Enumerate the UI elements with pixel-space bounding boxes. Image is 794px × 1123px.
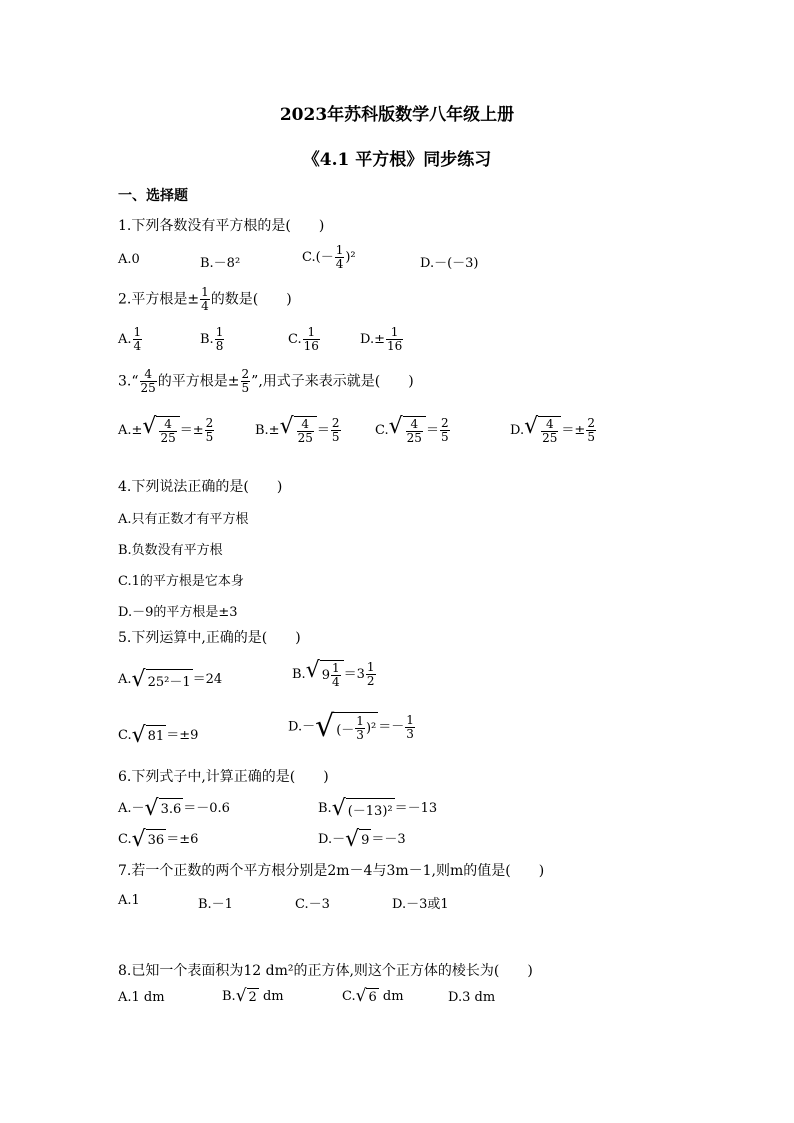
q8-option-a: A.1 dm [118,990,165,1005]
q1-option-c: C.(－ $\frac{1}{4}$ )² [302,243,356,271]
q5-option-d: D.－ √ (－ $\frac{1}{3}$ )² ＝－ $\frac{1}{3}$ [288,709,414,744]
q4-option-d: D.－9的平方根是±3 [118,605,238,620]
question-8-stem: 8.已知一个表面积为12 dm²的正方体,则这个正方体的棱长为( ) [118,963,533,979]
q5-option-a: A. √ 25²－1 ＝24 [118,666,223,692]
q8-option-c: C. √ 6 dm [342,986,404,1006]
question-7-stem: 7.若一个正数的两个平方根分别是2m－4与3m－1,则m的值是( ) [118,863,545,879]
q5-option-c: C. √ 81 ＝±9 [118,722,199,748]
q3-option-b: B.± √ $\frac{4}{25}$ ＝ $\frac{2}{5}$ [255,414,340,445]
q8-option-d: D.3 dm [448,990,496,1005]
q2-option-c: C. $\frac{1}{16}$ [288,325,319,353]
question-2-stem: 2.平方根是± $\frac{1}{4}$ 的数是( ) [118,285,292,313]
q1-option-a: A.0 [118,252,140,267]
q7-option-d: D.－3或1 [392,897,449,912]
question-3-stem: 3.“ $\frac{4}{25}$ 的平方根是± $\frac{2}{5}$ ”,用式子来表示就是( ) [118,367,414,395]
q7-option-b: B.－1 [198,897,233,912]
q2-option-a: A. $\frac{1}{4}$ [118,325,142,353]
question-5-stem: 5.下列运算中,正确的是( ) [118,630,301,646]
q6-option-d: D.－ √ 9 ＝－3 [318,826,406,852]
q4-option-c: C.1的平方根是它本身 [118,574,244,589]
document-title: 2023年苏科版数学八年级上册 [279,105,515,125]
q7-option-c: C.－3 [295,897,330,912]
q6-option-c: C. √ 36 ＝±6 [118,826,199,852]
q7-option-a: A.1 [118,893,140,908]
q1-option-d: D.－(－3) [420,256,479,271]
q4-option-b: B.负数没有平方根 [118,543,223,558]
q6-option-a: A.－ √ 3.6 ＝－0.6 [118,795,230,821]
q2-option-b: B. $\frac{1}{8}$ [200,325,224,353]
q1-option-b: B.－8² [200,256,241,271]
q5-option-b: B. √ 9 $\frac{1}{4}$ ＝3 $\frac{1}{2}$ [292,658,375,689]
section-heading: 一、选择题 [118,188,188,204]
q2-option-d: D.± $\frac{1}{16}$ [360,325,403,353]
q8-option-b: B. √ 2 dm [222,986,284,1006]
question-4-stem: 4.下列说法正确的是( ) [118,479,283,495]
q4-option-a: A.只有正数才有平方根 [118,512,249,527]
question-1-stem: 1.下列各数没有平方根的是( ) [118,218,325,234]
q3-option-a: A.± √ $\frac{4}{25}$ ＝± $\frac{2}{5}$ [118,414,214,445]
document-subtitle: 《4.1 平方根》同步练习 [302,150,492,170]
q3-option-d: D. √ $\frac{4}{25}$ ＝± $\frac{2}{5}$ [510,414,595,445]
q6-option-b: B. √ (－13)² ＝－13 [318,795,438,821]
q3-option-c: C. √ $\frac{4}{25}$ ＝ $\frac{2}{5}$ [375,414,449,445]
question-6-stem: 6.下列式子中,计算正确的是( ) [118,769,329,785]
